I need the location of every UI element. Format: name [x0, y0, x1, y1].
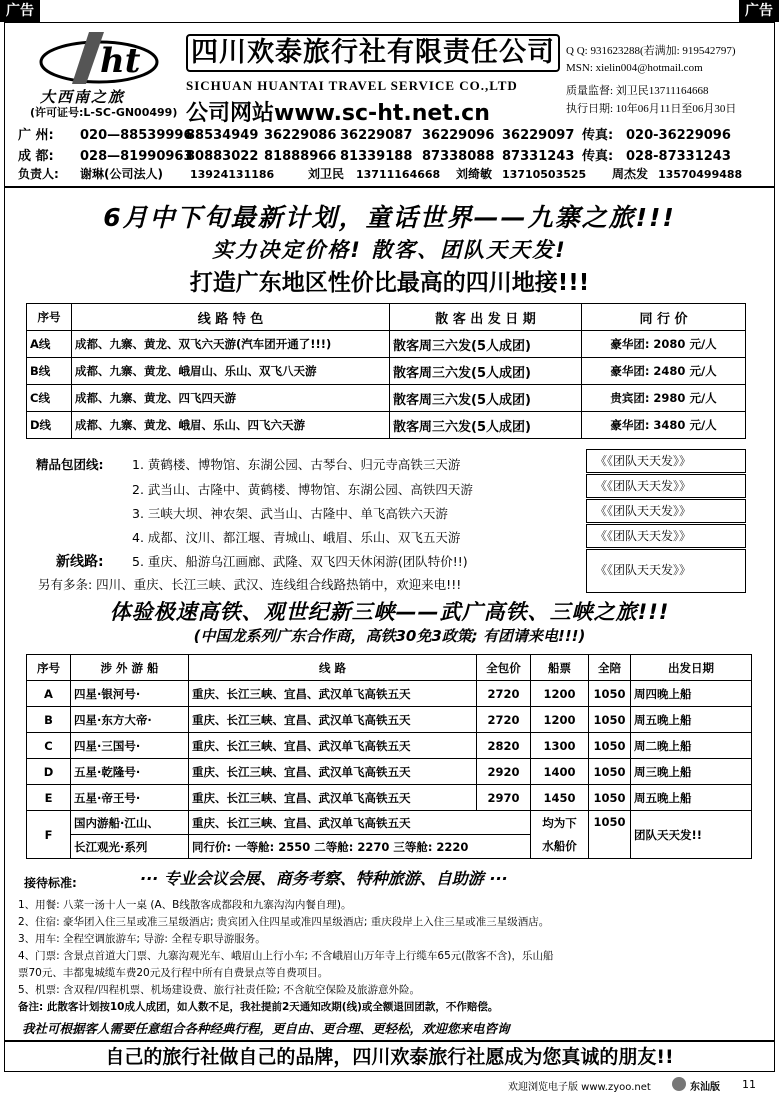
package-item: 3. 三峡大坝、神农架、武当山、古隆中、单飞高铁六天游 [132, 506, 448, 521]
contact-quality: 质量监督: 刘卫民13711164668 [566, 85, 709, 97]
note-item: 票70元、丰都鬼城缆车费20元及行程中所有自费景点等自费项目。 [18, 967, 329, 979]
contact-period: 执行日期: 10年06月11日至06月30日 [566, 103, 737, 115]
logo-text: 大西南之旅 [40, 88, 126, 106]
note-item: 2、住宿: 豪华团入住三星或准三星级酒店; 贵宾团入住四星或准四星级酒店; 重庆段岸上入住三星或准三星级酒店。 [18, 916, 550, 928]
table-row: B 四星·东方大帝· 重庆、长江三峡、宜昌、武汉单飞高铁五天 2720 1200 1050 周五晚上船 [27, 707, 752, 733]
table-row: C 四星·三国号· 重庆、长江三峡、宜昌、武汉单飞高铁五天 2820 1300 1050 周二晚上船 [27, 733, 752, 759]
note-item: 5、机票: 含双程/四程机票、机场建设费、旅行社责任险; 不含航空保险及旅游意外险。 [18, 984, 420, 996]
cruise-table [26, 654, 752, 859]
ad-tag-right: 广告 [739, 0, 779, 22]
contact-msn: MSN: xielin004@hotmail.com [566, 62, 703, 74]
team-daily-badge: 《《团队天天发》》 [586, 549, 746, 593]
package-item: 2. 武当山、古隆中、黄鹤楼、博物馆、东湖公园、高铁四天游 [132, 482, 473, 497]
team-daily-badge: 《《团队天天发》》 [586, 449, 746, 473]
table-row: C线 成都、九寨、黄龙、四飞四天游 散客周三六发(5人成团) 贵宾团: 2980 元/人 [27, 385, 746, 412]
note-item: 4、门票: 含景点首道大门票、九寨沟观光车、峨眉山上行小车; 不含峨眉山万年寺上行缆车65元(散客不含)，乐山船 [18, 950, 554, 962]
phones-chengdu: 成 都: 028—8199096380883022 81888966 81339188 87338088 87331243 传真: 028-87331243 [18, 149, 731, 164]
services-banner: ··· 专业会议会展、商务考察、特种旅游、自助游 ··· [140, 869, 508, 888]
edition-icon [672, 1077, 686, 1091]
headline-sichuan: 打造广东地区性价比最高的四川地接!!! [189, 270, 590, 296]
package-item: 1. 黄鹤楼、博物馆、东湖公园、古琴台、归元寺高铁三天游 [132, 457, 461, 472]
contact-qq: Q Q: 931623288(若满加: 919542797) [566, 45, 736, 57]
phones-guangzhou: 广 州: 020—8853999688534949 36229086 36229087 36229096 36229097 传真: 020-36229096 [18, 128, 731, 143]
ad-tag-left: 广告 [0, 0, 40, 22]
team-daily-badge: 《《团队天天发》》 [586, 524, 746, 548]
standards-label: 接待标准: [24, 876, 77, 890]
company-name-en: SICHUAN HUANTAI TRAVEL SERVICE CO.,LTD [186, 78, 518, 93]
company-website: 公司网站www.sc-ht.net.cn [186, 101, 490, 126]
table-row: 长江观光·系列 同行价: 一等舱: 2550 二等舱: 2270 三等舱: 2220 水船价 [27, 835, 752, 859]
company-name: 四川欢泰旅行社有限责任公司 [186, 34, 560, 72]
page-number: 11 [742, 1078, 756, 1091]
footer-edition: 东汕版 [690, 1082, 720, 1093]
sichuan-routes-table [26, 303, 746, 439]
note-remark: 备注: 此散客计划按10成人成团，如人数不足，我社提前2天通知改期(线)或全额退回团款，不作赔偿。 [18, 1001, 499, 1013]
package-item-new: 5. 重庆、船游乌江画廊、武隆、双飞四天休闲游(团队特价!!) [132, 554, 468, 569]
note-item: 1、用餐: 八菜一汤十人一桌 (A、B线散客成都段和九寨沟沟内餐自理)。 [18, 899, 352, 911]
packages-more: 另有多条: 四川、重庆、长江三峡、武汉、连线组合线路热销中，欢迎来电!!! [38, 577, 462, 592]
slogan-small: 我社可根据客人需要任意组合各种经典行程，更自由、更合理、更轻松，欢迎您来电咨询 [22, 1021, 510, 1036]
note-item: 3、用车: 全程空调旅游车; 导游: 全程专职导游服务。 [18, 933, 266, 945]
new-line-label: 新线路: [56, 554, 104, 570]
table-header: 序号 线 路 特 色 散 客 出 发 日 期 同 行 价 [27, 304, 746, 331]
table-row: D线 成都、九寨、黄龙、峨眉、乐山、四飞六天游 散客周三六发(5人成团) 豪华团: 3480 元/人 [27, 412, 746, 439]
license-number: (许可证号:L-SC-GN00499) [30, 106, 178, 119]
package-item: 4. 成都、汶川、都江堰、青城山、峨眉、乐山、双飞五天游 [132, 530, 461, 545]
footer-text: 欢迎浏览电子版 www.zyoo.net [508, 1082, 651, 1093]
slogan-big: 自己的旅行社做自己的品牌，四川欢泰旅行社愿成为您真诚的朋友!! [4, 1040, 775, 1072]
headline-price: 实力决定价格! 散客、团队天天发! [212, 238, 567, 262]
table-row: F 国内游船·江山、 重庆、长江三峡、宜昌、武汉单飞高铁五天 均为下 1050 团队天天发!! [27, 811, 752, 835]
table-row: B线 成都、九寨、黄龙、峨眉山、乐山、双飞八天游 散客周三六发(5人成团) 豪华团: 2480 元/人 [27, 358, 746, 385]
divider [4, 186, 775, 188]
packages-label: 精品包团线: [36, 457, 104, 472]
table-header: 序号 涉 外 游 船 线 路 全包价 船票 全陪 出发日期 [27, 655, 752, 681]
team-daily-badge: 《《团队天天发》》 [586, 474, 746, 498]
phones-people: 负责人: 谢琳(公司法人) 13924131186 刘卫民 13711164668 刘绮敏 13710503525 周杰发 13570499488 [18, 167, 743, 181]
table-row: E 五星·帝王号· 重庆、长江三峡、宜昌、武汉单飞高铁五天 2970 1450 1050 周五晚上船 [27, 785, 752, 811]
team-daily-badge: 《《团队天天发》》 [586, 499, 746, 523]
headline-policy: (中国龙系列广东合作商，高铁30免3政策; 有团请来电!!!) [193, 627, 586, 645]
headline-jiuzhai: 6月中下旬最新计划，童话世界——九寨之旅!!! [103, 203, 676, 232]
table-row: A 四星·银河号· 重庆、长江三峡、宜昌、武汉单飞高铁五天 2720 1200 1050 周四晚上船 [27, 681, 752, 707]
table-row: D 五星·乾隆号· 重庆、长江三峡、宜昌、武汉单飞高铁五天 2920 1400 1050 周三晚上船 [27, 759, 752, 785]
svg-text:ht: ht [100, 41, 141, 81]
table-row: A线 成都、九寨、黄龙、双飞六天游(汽车团开通了!!!) 散客周三六发(5人成团) 豪华团: 2080 元/人 [27, 331, 746, 358]
headline-three-gorges: 体验极速高铁、观世纪新三峡——武广高铁、三峡之旅!!! [109, 600, 670, 624]
